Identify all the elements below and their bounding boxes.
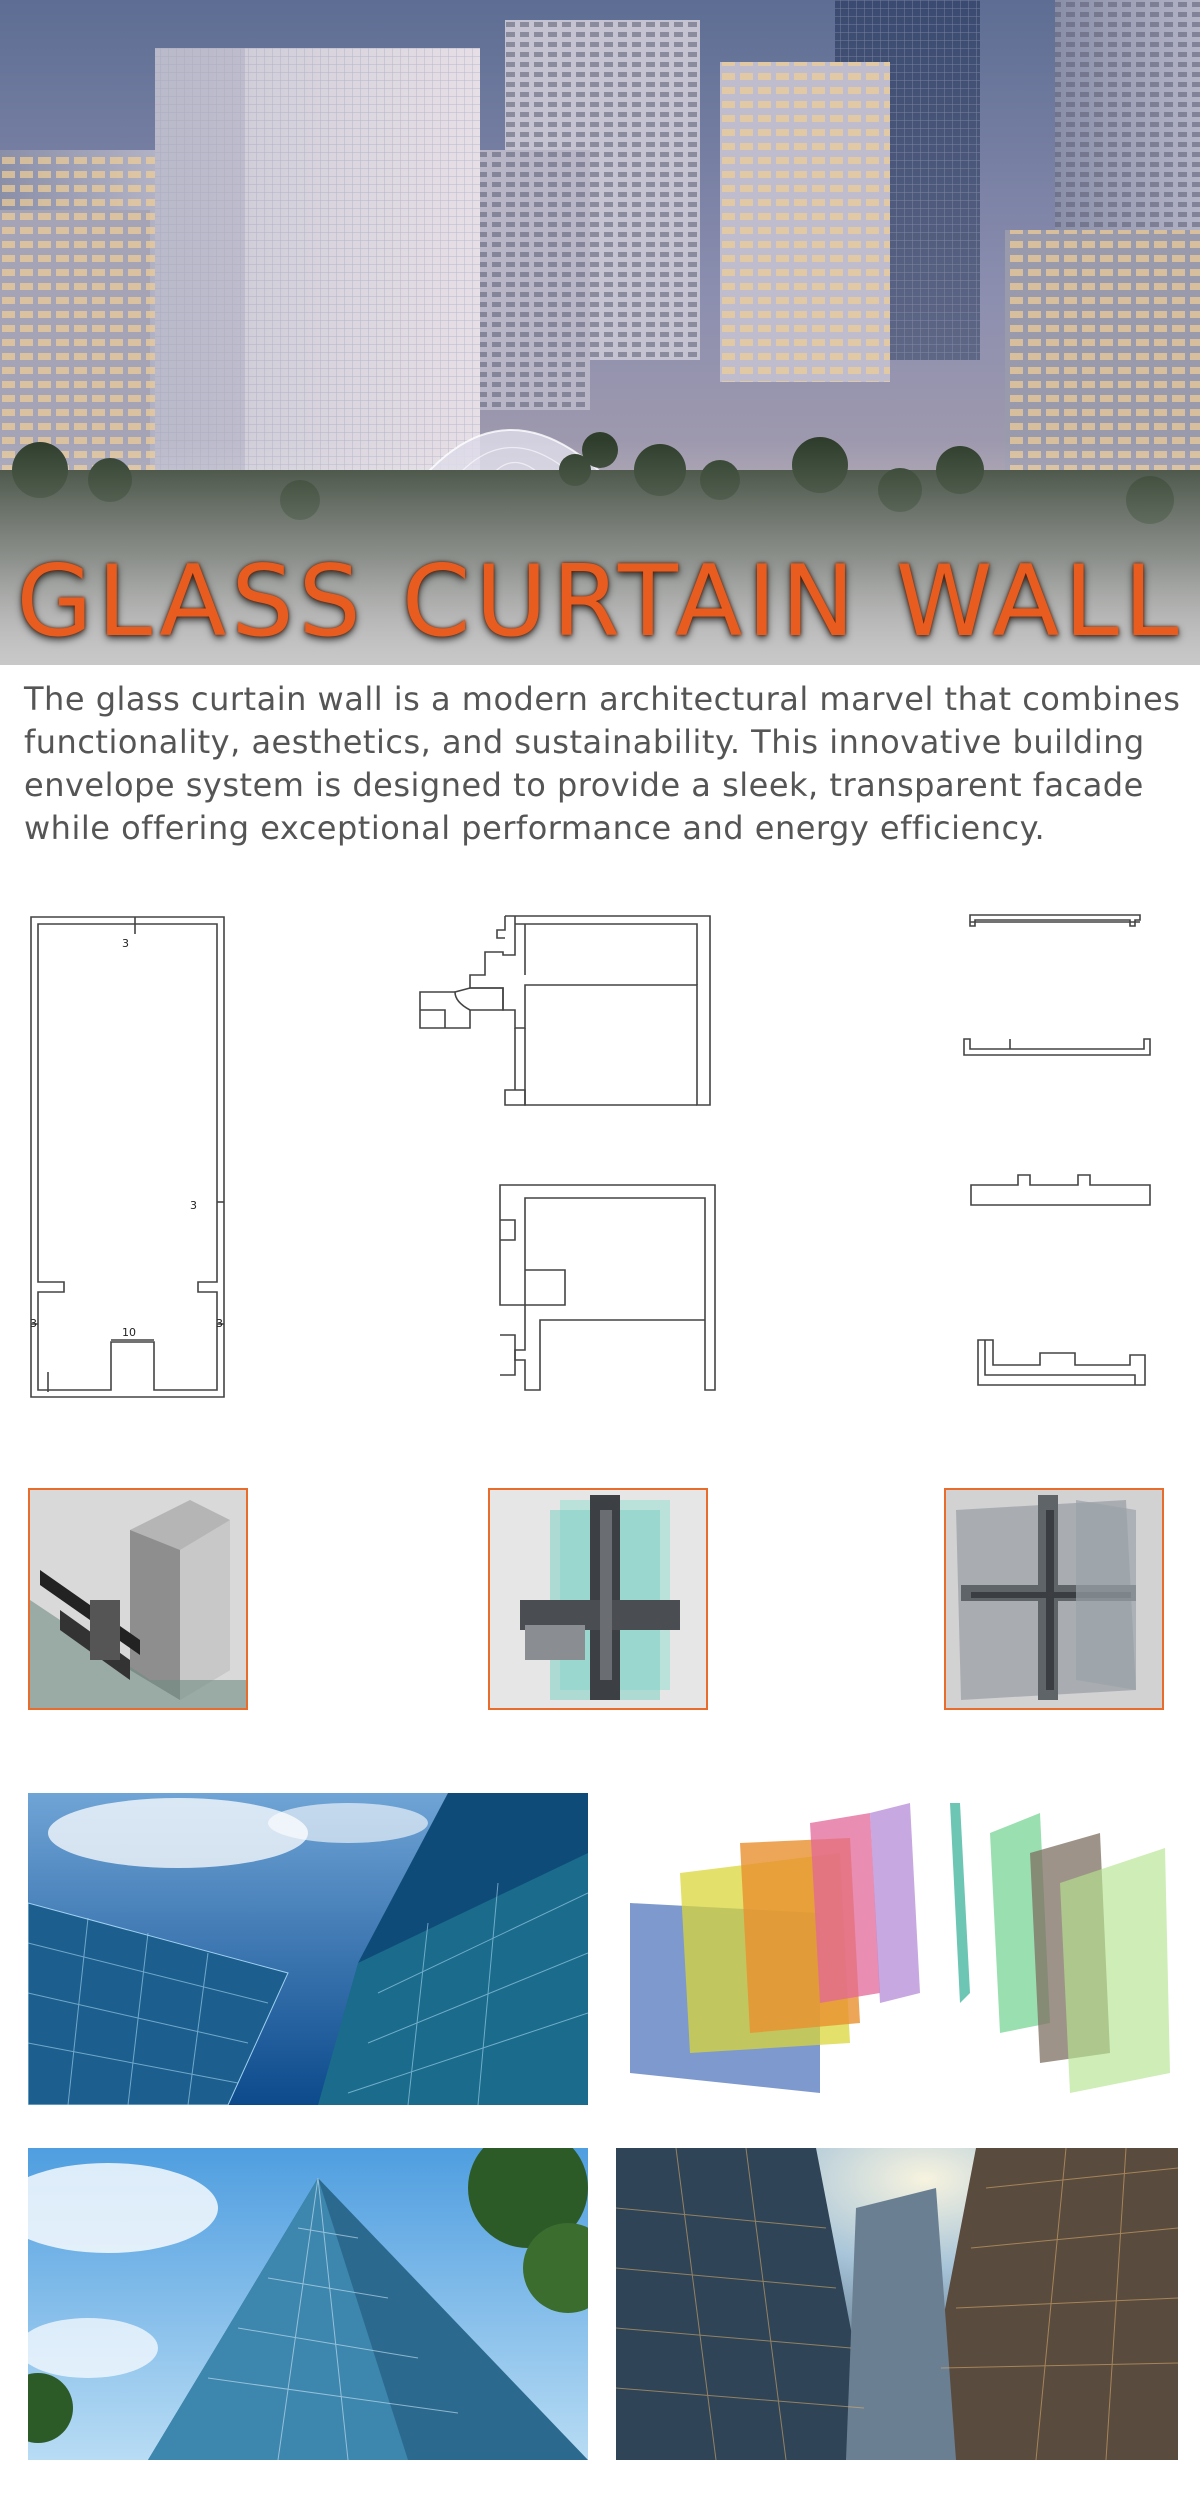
skyscraper-image [28, 2148, 588, 2460]
glass-samples-image [620, 1793, 1180, 2105]
dim-top-label: 3 [122, 937, 129, 950]
colored-glass-panels-photo [620, 1793, 1180, 2105]
glass-tower-photo-2 [28, 2148, 588, 2460]
skyscraper-image [28, 1793, 588, 2105]
glass-tower-photo-3 [616, 2148, 1178, 2460]
dim-mid-label: 3 [190, 1199, 197, 1212]
dim-slot-label: 10 [122, 1326, 136, 1339]
glass-tower-photo-1 [28, 1793, 588, 2105]
frame-section-image [946, 1490, 1162, 1708]
mullion-profile-drawing [28, 912, 248, 1402]
cover-cap-profile-1 [965, 912, 1150, 936]
skyscraper-image [616, 2148, 1178, 2460]
mullion-section-image [30, 1490, 246, 1708]
page-title: GLASS CURTAIN WALL [16, 545, 1184, 659]
dim-left-label: 3 [30, 1317, 37, 1330]
cover-cap-profile-2 [962, 1033, 1152, 1059]
product-tile-frame-section [944, 1488, 1164, 1710]
product-tile-mullion-section [28, 1488, 248, 1710]
gasket-profile-2 [975, 1335, 1150, 1391]
gasket-profile-1 [968, 1170, 1153, 1208]
dim-right-label: 3 [216, 1317, 223, 1330]
product-tile-cross-section [488, 1488, 708, 1710]
transom-profile-drawing-lower [495, 1180, 725, 1395]
hero-banner [0, 0, 1200, 665]
cross-section-image [490, 1490, 706, 1708]
transom-profile-drawing-upper [415, 910, 715, 1125]
intro-paragraph: The glass curtain wall is a modern architectural marvel that combines functionality, aesthetics, and sustainability. This innovative building envelope system is designed to provide a sleek, transparent facade while offering exceptional performance and energy efficiency. [24, 680, 1181, 847]
